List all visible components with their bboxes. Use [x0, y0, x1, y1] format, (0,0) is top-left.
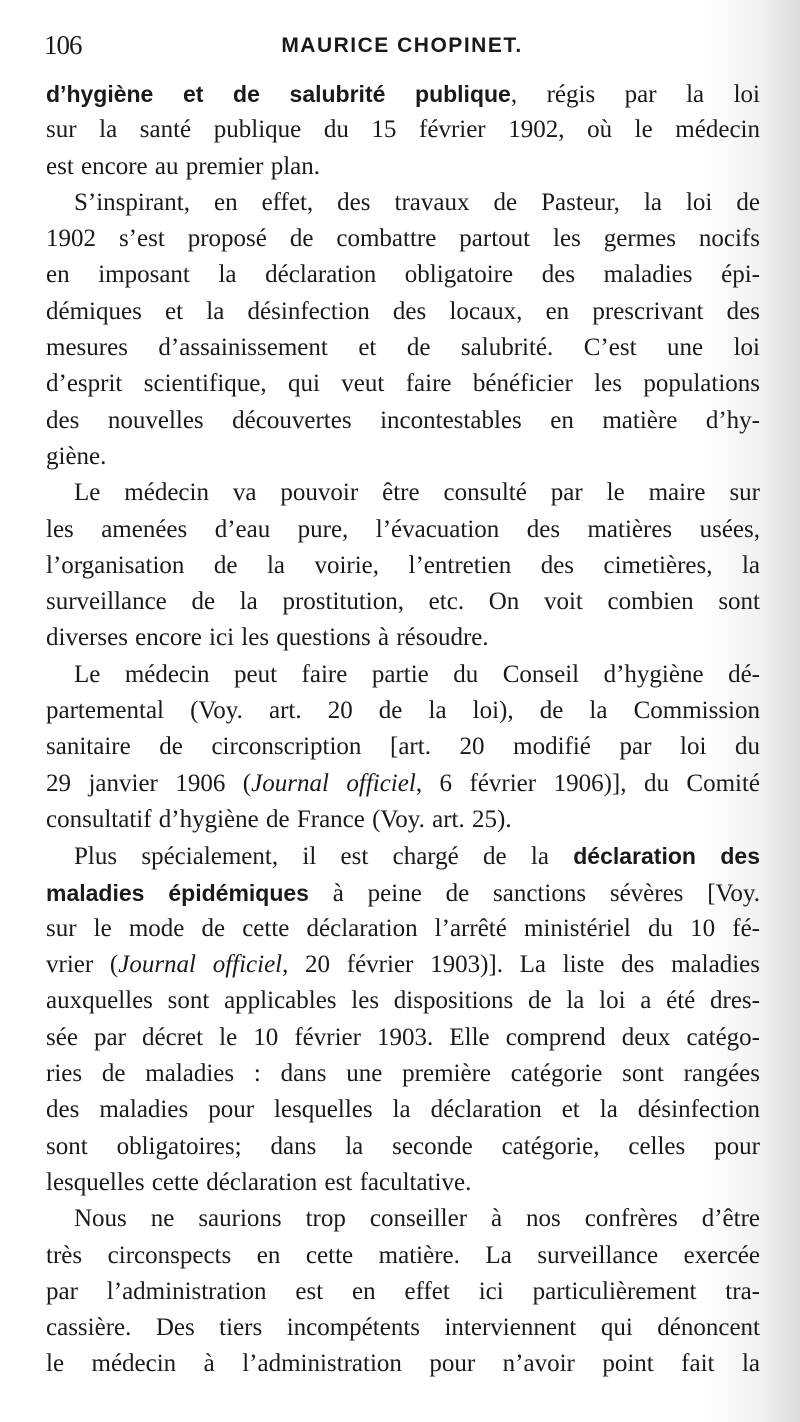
text-line [46, 330, 760, 366]
page-number: 106 [44, 30, 82, 60]
text-line [46, 1201, 760, 1237]
text-run: , 20 février 1903)]. La liste des maladies [282, 951, 760, 979]
text-line [46, 512, 760, 548]
text-run: à peine de sanctions sévères [Voy. [308, 879, 760, 907]
text-run: surveillance de la prostitution, etc. On voit combien sont [46, 588, 760, 616]
text-run: , régis par la loi [510, 81, 760, 108]
text-run: partemental (Voy. art. 20 de la loi), de la Commission [46, 697, 760, 725]
text-line [46, 911, 760, 947]
text-run: sanitaire de circonscription [art. 20 modifié par loi du [46, 733, 760, 761]
text-run: auxquelles sont applicables les dispositions de la loi a été dres- [46, 987, 760, 1015]
bold-term: déclaration des [573, 843, 760, 870]
bold-term: d’hygiène et de salubrité publique [46, 81, 511, 107]
text-run: les amenées d’eau pure, l’évacuation des matières usées, [46, 515, 760, 543]
text-line [46, 1165, 760, 1201]
text-run: vrier ( [46, 951, 119, 979]
text-run: ries de maladies : dans une première catégorie sont rangées [46, 1060, 760, 1088]
text-line [46, 620, 760, 656]
text-run: des maladies pour lesquelles la déclaration et la désinfection [46, 1096, 760, 1124]
text-line [46, 366, 760, 402]
text-line [46, 221, 760, 257]
text-run: d’esprit scientifique, qui veut faire bénéficier les populations [46, 370, 760, 398]
running-title: MAURICE CHOPINET. [281, 34, 523, 57]
text-line [46, 149, 760, 185]
text-run: , 6 février 1906)], du Comité [415, 769, 761, 797]
text-run: S’inspirant, en effet, des travaux de Pasteur, la loi de [74, 188, 760, 216]
text-run: sont obligatoires; dans la seconde catégorie, celles pour [46, 1132, 760, 1160]
text-line [46, 729, 760, 765]
text-line [46, 185, 760, 221]
text-run: sur le mode de cette déclaration l’arrêté ministériel du 10 fé- [46, 914, 760, 942]
text-line [46, 548, 760, 584]
text-line [46, 294, 760, 330]
text-run: consultatif d’hygiène de France (Voy. art. 25). [46, 805, 512, 833]
text-run: le médecin à l’administration pour n’avoir point fait la [46, 1350, 760, 1378]
text-line [46, 1129, 760, 1165]
text-run: des nouvelles découvertes incontestables en matière d’hy- [46, 406, 760, 434]
text-line [46, 112, 760, 148]
text-line [46, 693, 760, 729]
text-line [46, 1274, 760, 1310]
text-line [46, 403, 760, 439]
bold-term: maladies épidémiques [46, 879, 309, 906]
italic-title: Journal officiel [251, 769, 416, 797]
text-line [46, 802, 760, 838]
text-run: démiques et la désinfection des locaux, en prescrivant des [46, 297, 760, 325]
text-line [46, 838, 760, 874]
text-run: lesquelles cette déclaration est facultative. [46, 1168, 472, 1196]
text-run: en imposant la déclaration obligatoire des maladies épi- [46, 261, 760, 289]
text-line [46, 1346, 760, 1382]
text-run: Nous ne saurions trop conseiller à nos confrères d’être [74, 1205, 760, 1233]
body-text [46, 76, 760, 1383]
text-run: 1902 s’est proposé de combattre partout les germes nocifs [46, 225, 760, 253]
text-run: sée par décret le 10 février 1903. Elle comprend deux catégo- [46, 1023, 760, 1051]
text-run: diverses encore ici les questions à résoudre. [46, 624, 489, 652]
text-line [46, 947, 760, 983]
text-line [46, 1020, 760, 1056]
text-line [46, 766, 760, 802]
text-line [46, 1056, 760, 1092]
text-run: giène. [46, 442, 107, 470]
text-line [46, 875, 760, 911]
text-run: mesures d’assainissement et de salubrité. C’est une loi [46, 334, 760, 362]
text-line [46, 657, 760, 693]
text-line [46, 1310, 760, 1346]
text-run: Le médecin va pouvoir être consulté par le maire sur [74, 479, 760, 507]
text-run: Plus spécialement, il est chargé de la [74, 843, 574, 871]
text-run: l’organisation de la voirie, l’entretien des cimetières, la [46, 551, 760, 579]
text-line [46, 475, 760, 511]
text-run: est encore au premier plan. [46, 152, 321, 180]
text-line [46, 76, 760, 112]
text-run: 29 janvier 1906 ( [46, 769, 252, 797]
text-run: sur la santé publique du 15 février 1902, où le médecin [46, 116, 760, 144]
text-run: Le médecin peut faire partie du Conseil d’hygiène dé- [74, 660, 760, 688]
text-run: très circonspects en cette matière. La surveillance exercée [46, 1241, 760, 1269]
text-line [46, 983, 760, 1019]
text-line [46, 1092, 760, 1128]
text-line [46, 1238, 760, 1274]
text-line [46, 584, 760, 620]
text-line [46, 439, 760, 475]
italic-title: Journal officiel [118, 951, 283, 979]
text-line [46, 257, 760, 293]
page-header [44, 30, 760, 66]
text-run: par l’administration est en effet ici particulièrement tra- [46, 1277, 760, 1305]
text-run: cassière. Des tiers incompétents interviennent qui dénoncent [46, 1314, 760, 1342]
